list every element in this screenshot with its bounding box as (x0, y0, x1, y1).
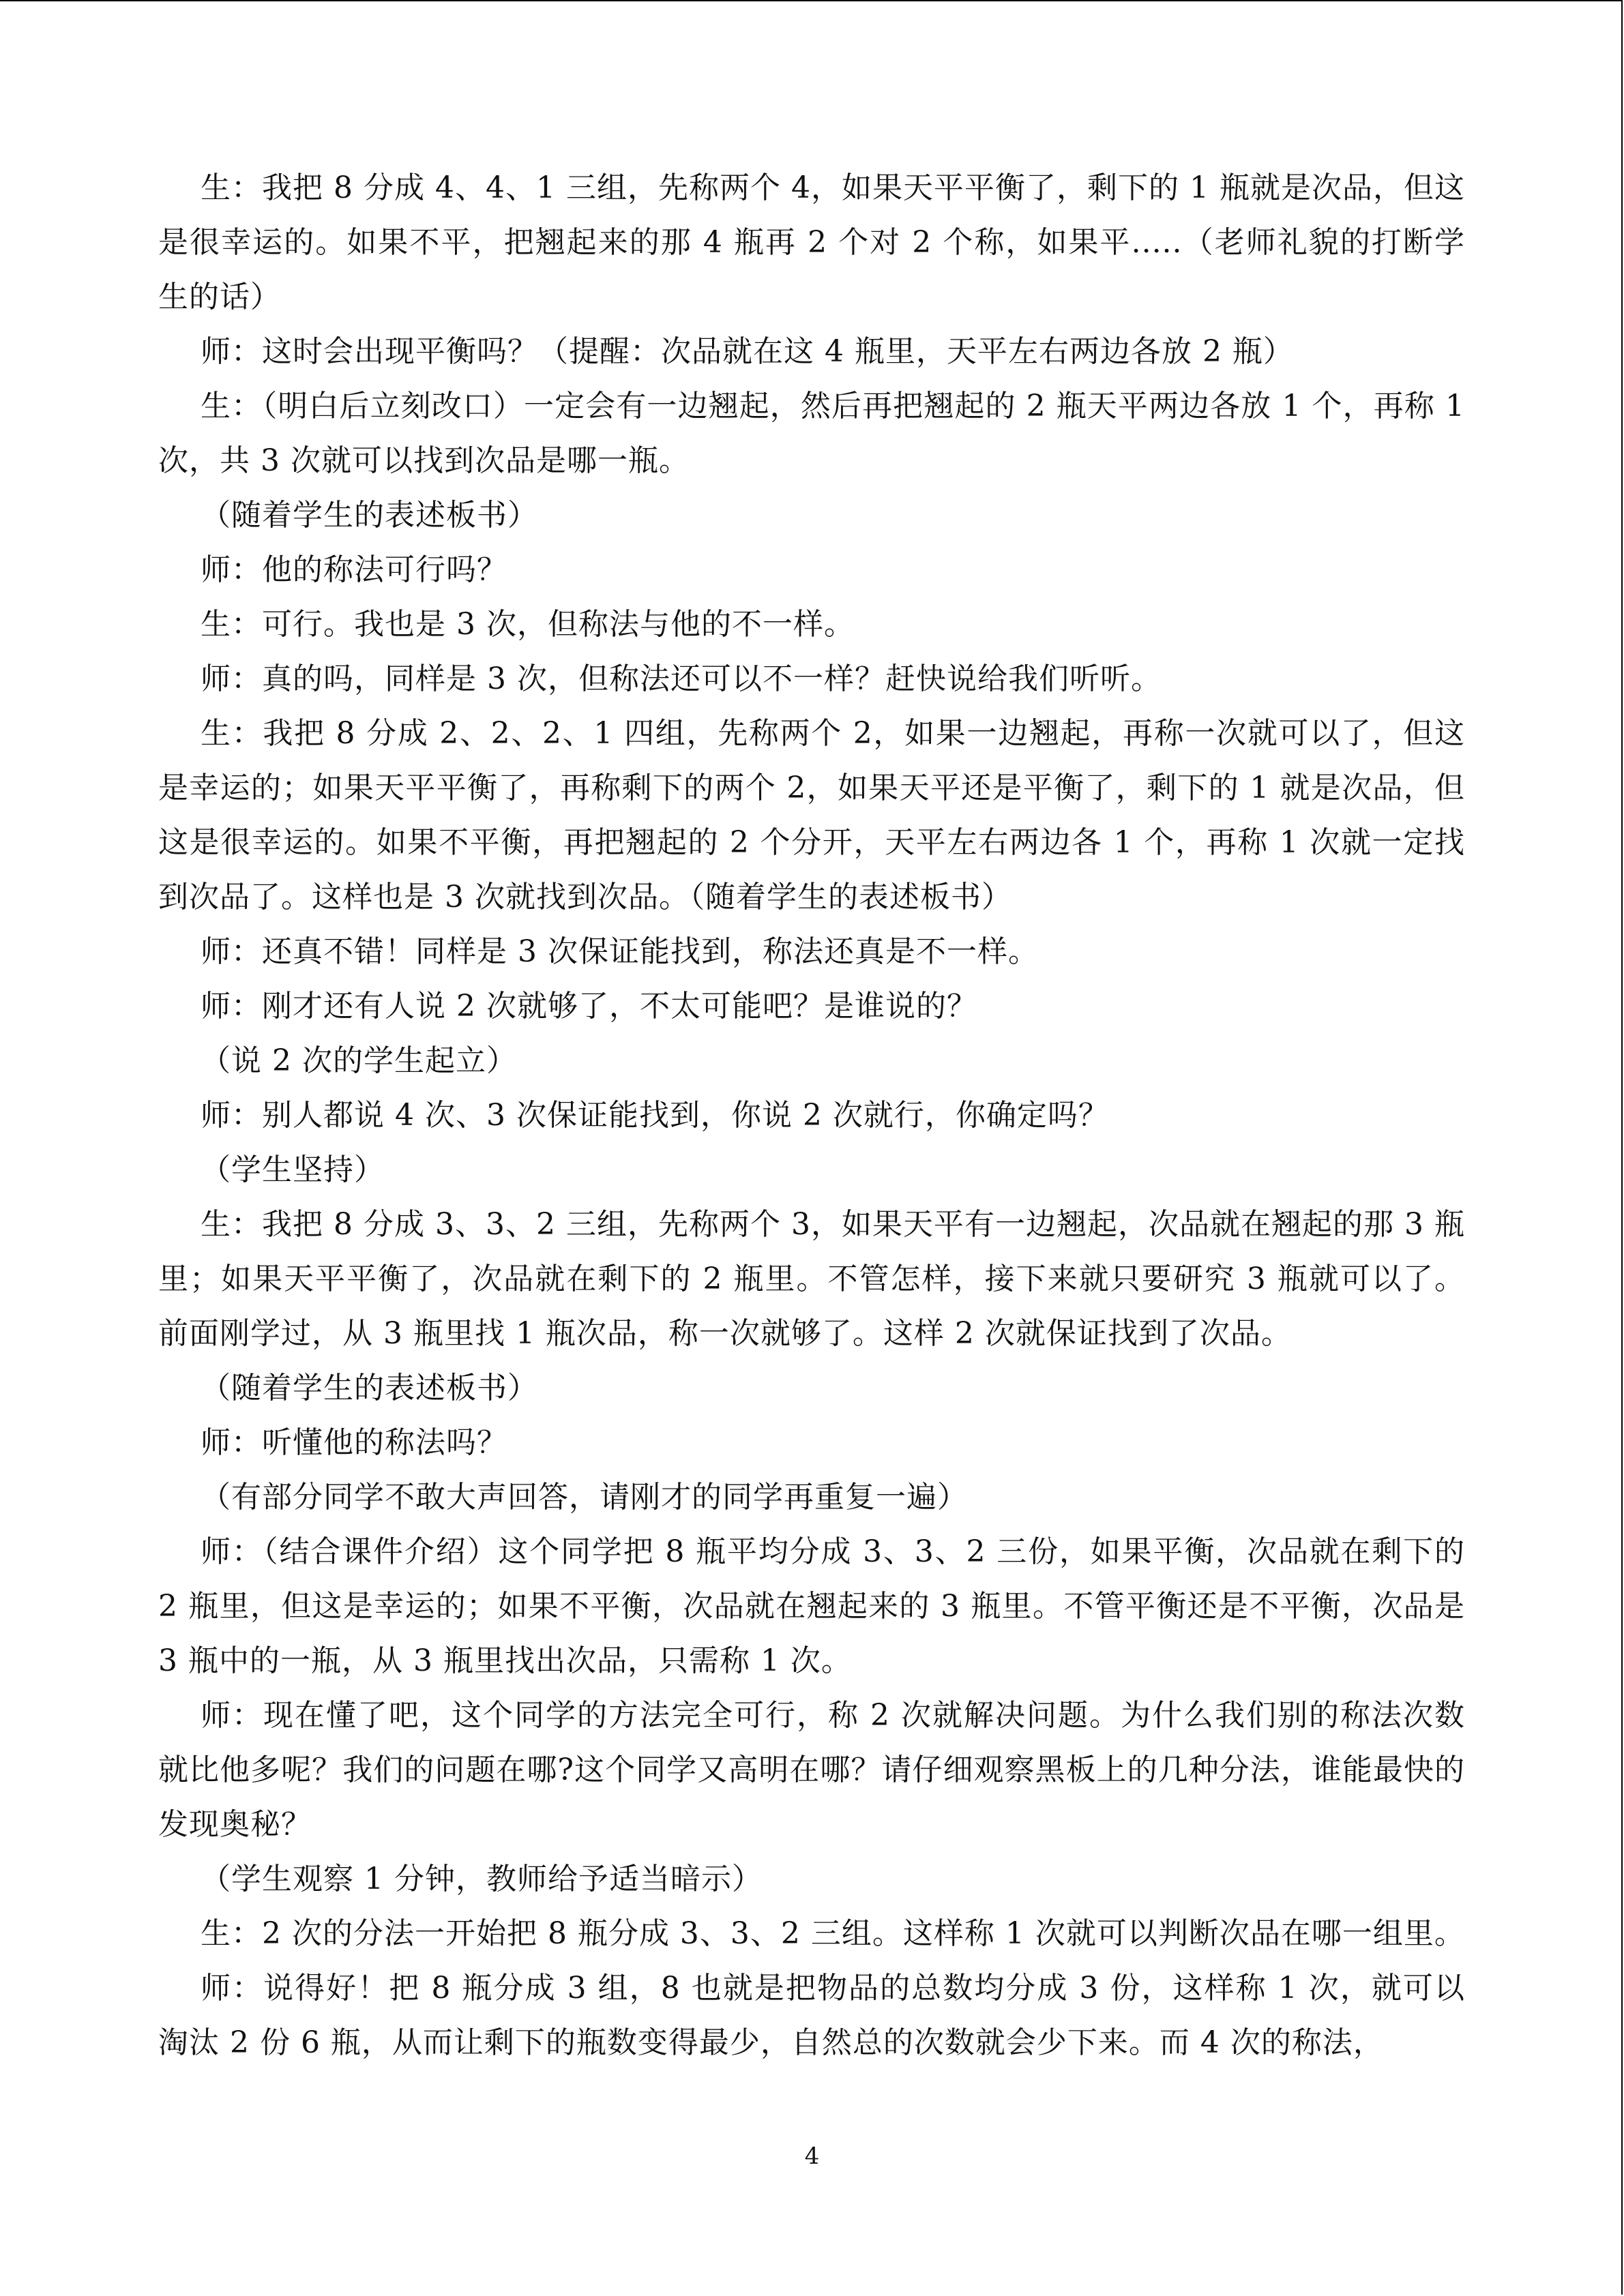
paragraph-15: （随着学生的表述板书） (201, 1371, 538, 1405)
paragraph-12: 师：别人都说 4 次、3 次保证能找到，你说 2 次就行，你确定吗？ (201, 1098, 1109, 1133)
paragraph-4: （随着学生的表述板书） (201, 498, 538, 533)
paragraph-14: 生：我把 8 分成 3、3、2 三组，先称两个 3，如果天平有一边翘起，次品就在翘起的那 3 瓶里；如果天平平衡了，次品就在剩下的 2 瓶里。不管怎样，接下来就只要研究 3 瓶就可以了。前面刚学过，从 3 瓶里找 1 瓶次品，称一次就够了。这样 2 次就保证找到了次品。 (158, 1207, 1465, 1351)
paragraph-20: （学生观察 1 分钟，教师给予适当暗示） (201, 1862, 763, 1896)
paragraph-10: 师：刚才还有人说 2 次就够了，不太可能吧？是谁说的？ (201, 989, 977, 1024)
paragraph-21: 生：2 次的分法一开始把 8 瓶分成 3、3、2 三组。这样称 1 次就可以判断次品在哪一组里。 (201, 1916, 1465, 1951)
paragraph-19: 师：现在懂了吧，这个同学的方法完全可行，称 2 次就解决问题。为什么我们别的称法次数就比他多呢？我们的问题在哪?这个同学又高明在哪？请仔细观察黑板上的几种分法，谁能最快的发现奥秘？ (158, 1698, 1465, 1842)
paragraph-22: 师：说得好！把 8 瓶分成 3 组，8 也就是把物品的总数均分成 3 份，这样称 1 次，就可以淘汰 2 份 6 瓶，从而让剩下的瓶数变得最少，自然总的次数就会少下来。而 4 次的称法， (158, 1971, 1465, 2060)
paragraph-9: 师：还真不错！同样是 3 次保证能找到，称法还真是不一样。 (201, 934, 1039, 969)
paragraph-3: 生：（明白后立刻改口）一定会有一边翘起，然后再把翘起的 2 瓶天平两边各放 1 个，再称 1 次，共 3 次就可以找到次品是哪一瓶。 (158, 389, 1465, 478)
paragraph-2: 师：这时会出现平衡吗？（提醒：次品就在这 4 瓶里，天平左右两边各放 2 瓶） (201, 334, 1294, 369)
paragraph-13: （学生坚持） (201, 1152, 385, 1187)
paragraph-6: 生：可行。我也是 3 次，但称法与他的不一样。 (201, 607, 855, 642)
paragraph-1: 生：我把 8 分成 4、4、1 三组，先称两个 4，如果天平平衡了，剩下的 1 瓶就是次品，但这是很幸运的。如果不平，把翘起来的那 4 瓶再 2 个对 2 个称，如果平.....（老师礼貌的打断学生的话） (158, 170, 1465, 314)
paragraph-17: （有部分同学不敢大声回答，请刚才的同学再重复一遍） (201, 1480, 968, 1515)
paragraph-5: 师：他的称法可行吗？ (201, 552, 507, 587)
paragraph-16: 师：听懂他的称法吗？ (201, 1425, 507, 1460)
paragraph-8: 生：我把 8 分成 2、2、2、1 四组，先称两个 2，如果一边翘起，再称一次就可以了，但这是幸运的；如果天平平衡了，再称剩下的两个 2，如果天平还是平衡了，剩下的 1 就是次品，但这是很幸运的。如果不平衡，再把翘起的 2 个分开，天平左右两边各 1 个，再称 1 次就一定找到次品了。这样也是 3 次就找到次品。（随着学生的表述板书） (158, 716, 1465, 914)
page-number: 4 (804, 2143, 820, 2170)
paragraph-11: （说 2 次的学生起立） (201, 1043, 517, 1078)
document-body (158, 161, 1465, 2070)
paragraph-18: 师：（结合课件介绍）这个同学把 8 瓶平均分成 3、3、2 三份，如果平衡，次品就在剩下的 2 瓶里，但这是幸运的；如果不平衡，次品就在翘起来的 3 瓶里。不管平衡还是不平衡，次品是 3 瓶中的一瓶，从 3 瓶里找出次品，只需称 1 次。 (158, 1534, 1465, 1678)
paragraph-7: 师：真的吗，同样是 3 次，但称法还可以不一样？赶快说给我们听听。 (201, 661, 1162, 696)
